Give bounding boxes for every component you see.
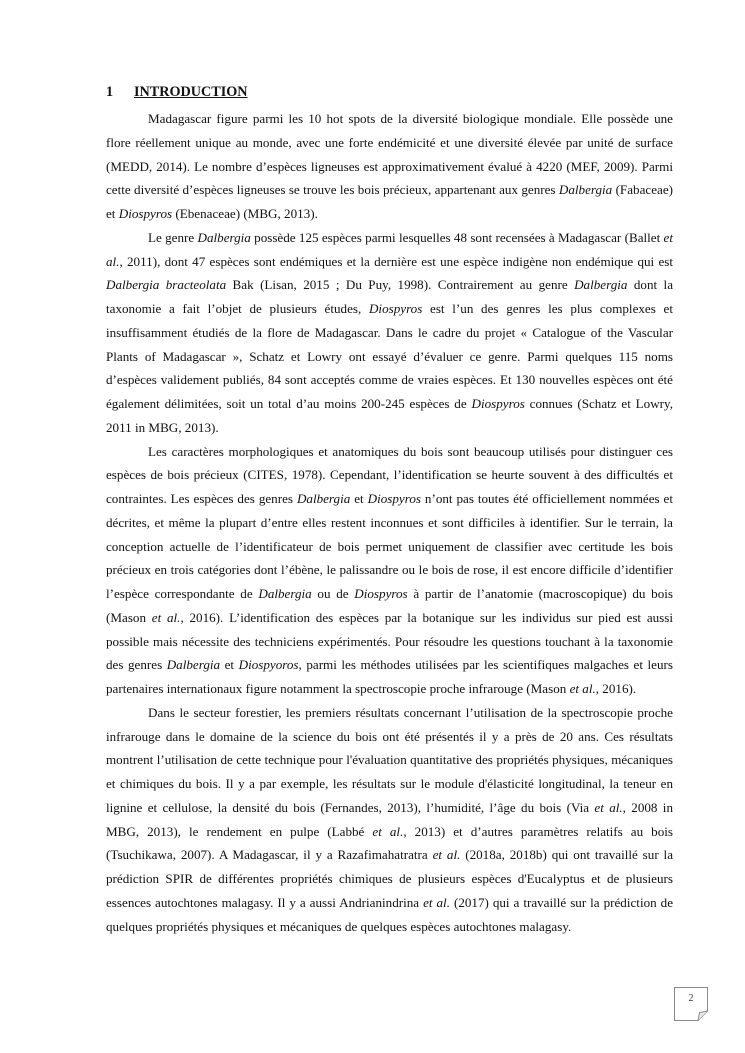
italic-text: Diospyros [118, 206, 173, 221]
text-run: , 2008 in MBG, 2013), le rendement en pulpe (Labbé [106, 799, 673, 839]
italic-text: et al. [432, 847, 461, 863]
italic-text: Dalbergia [258, 586, 312, 601]
text-run: (2018a, 2018b) qui ont travaillé sur la prédiction SPIR de différentes propriétés chimiques de plusieurs espèces d'Eucalyptus et de plusieurs essences autochtones malagasy. Il y a aussi Andrianindrina [106, 847, 674, 910]
italic-text: Diospyros [368, 301, 423, 316]
italic-text: Dalbergia [574, 277, 628, 293]
paragraph [106, 701, 673, 939]
italic-text: Diospyoros [238, 657, 299, 673]
text-run: , 2013) et d’autres paramètres relatifs au bois (Tsuchikawa, 2007). A Madagascar, il y a Razafimahatratra [106, 823, 674, 863]
text-run: (Ebenaceae) (MBG, 2013). [172, 206, 318, 221]
italic-text: Dalbergia [197, 229, 251, 245]
italic-text: Diospyros [354, 586, 408, 601]
italic-text: et al. [151, 609, 181, 625]
text-run: ou de [311, 586, 355, 601]
italic-text: Dalbergia [166, 657, 221, 673]
italic-text: Dalbergia [558, 182, 613, 198]
italic-text: Dalbergia [296, 491, 351, 506]
italic-text: et al. [106, 229, 673, 269]
paragraph [106, 226, 673, 440]
italic-text: et al. [594, 799, 623, 815]
italic-text: et al. [423, 894, 450, 910]
text-run: connues (Schatz et Lowry, 2011 in MBG, 2013). [106, 396, 674, 435]
text-run: Les caractères morphologiques et anatomiques du bois sont beaucoup utilisés pour distinguer ces espèces de bois précieux (CITES, 1978). Cependant, l’identification se heurte souvent à des difficultés et contraintes. Les espèces des genres [106, 443, 673, 506]
italic-text: Diospyros [471, 396, 525, 411]
page-number-box [674, 987, 708, 1021]
text-run: (Fabaceae) et [106, 182, 673, 221]
italic-text: et al. [569, 681, 596, 696]
text-run: (2017) qui a travaillé sur la prédiction de quelques propriétés physiques et mécaniques de quelques espèces autochtones malagasy. [106, 894, 674, 934]
body-text [106, 107, 673, 938]
section-number: 1 [106, 84, 114, 100]
text-run: n’ont pas toutes été officiellement nommées et décrites, et même la plupart d’entre elles restent inconnues et sont difficiles à identifier. Sur le terrain, la conception actuelle de l’identificateur de bois permet uniquement de classifier avec certitude les bois précieux en trois catégories dont l’ébène, le palissandre ou le bois de rose, il est encore difficile d’identifier l’espèce correspondante de [106, 491, 673, 601]
text-run: , 2016). [595, 681, 637, 696]
text-run: à partir de l’anatomie (macroscopique) du bois (Mason [106, 586, 673, 625]
text-run: Madagascar figure parmi les 10 hot spots de la diversité biologique mondiale. Elle possède une flore réellement unique au monde, avec une forte endémicité et une diversité élevée par unité de surface (MEDD, 2014). Le nombre d’espèces ligneuses est approximativement évalué à 4220 (MEF, 2009). Parmi cette diversité d’espèces ligneuses se trouve les bois précieux, appartenant aux genres [106, 111, 673, 198]
italic-text: et al. [372, 823, 404, 839]
paragraph [106, 440, 673, 701]
italic-text: Diospyros [367, 491, 421, 506]
text-run: et [220, 657, 239, 673]
text-run: possède 125 espèces parmi lesquelles 48 sont recensées à Madagascar (Ballet [250, 229, 664, 245]
section-heading [106, 82, 248, 102]
paragraph [106, 107, 673, 226]
text-run: Le genre [148, 229, 198, 245]
page-number: 2 [688, 993, 694, 1004]
text-run: , 2016). L’identification des espèces par la botanique sur les individus sur pied est aussi possible mais nécessite des techniciens expérimentés. Pour résoudre les questions touchant à la taxonomie des genres [106, 609, 674, 673]
text-run: Bak (Lisan, 2015 ; Du Puy, 1998). Contrairement au genre [226, 277, 575, 293]
text-run: , 2011), dont 47 espèces sont endémiques et la dernière est une espèce indigène non endémique qui est [119, 253, 673, 269]
text-run: est l’un des genres les plus complexes et insuffisamment étudiés de la flore de Madagascar. Dans le cadre du projet « Catalogue of the Vascular Plants of Madagascar », Schatz et Lowry ont essayé d’évaluer ce genre. Parmi quelques 115 noms d’espèces validement publiés, 84 sont acceptés comme de vraies espèces. Et 130 nouvelles espèces ont été également délimitées, soit un total d’au moins 200-245 espèces de [106, 301, 673, 411]
section-title: INTRODUCTION [134, 84, 248, 100]
italic-text: Dalbergia bracteolata [106, 277, 227, 293]
text-run: et [350, 491, 368, 506]
text-run: Dans le secteur forestier, les premiers résultats concernant l’utilisation de la spectroscopie proche infrarouge dans le domaine de la science du bois ont été présentés il y a près de 20 ans. Ces résultats montrent l’utilisation de cette technique pour l'évaluation quantitative des propriétés physiques, mécaniques et chimiques du bois. Il y a par exemple, les résultats sur le module d'élasticité longitudinal, la teneur en lignine et cellulose, la densité du bois (Fernandes, 2013), l’humidité, l’âge du bois (Via [106, 704, 673, 815]
text-run: dont la taxonomie a fait l’objet de plusieurs études, [106, 277, 674, 316]
text-run: , parmi les méthodes utilisées par les scientifiques malgaches et leurs partenaires internationaux figure notamment la spectroscopie proche infrarouge (Mason [106, 657, 673, 696]
